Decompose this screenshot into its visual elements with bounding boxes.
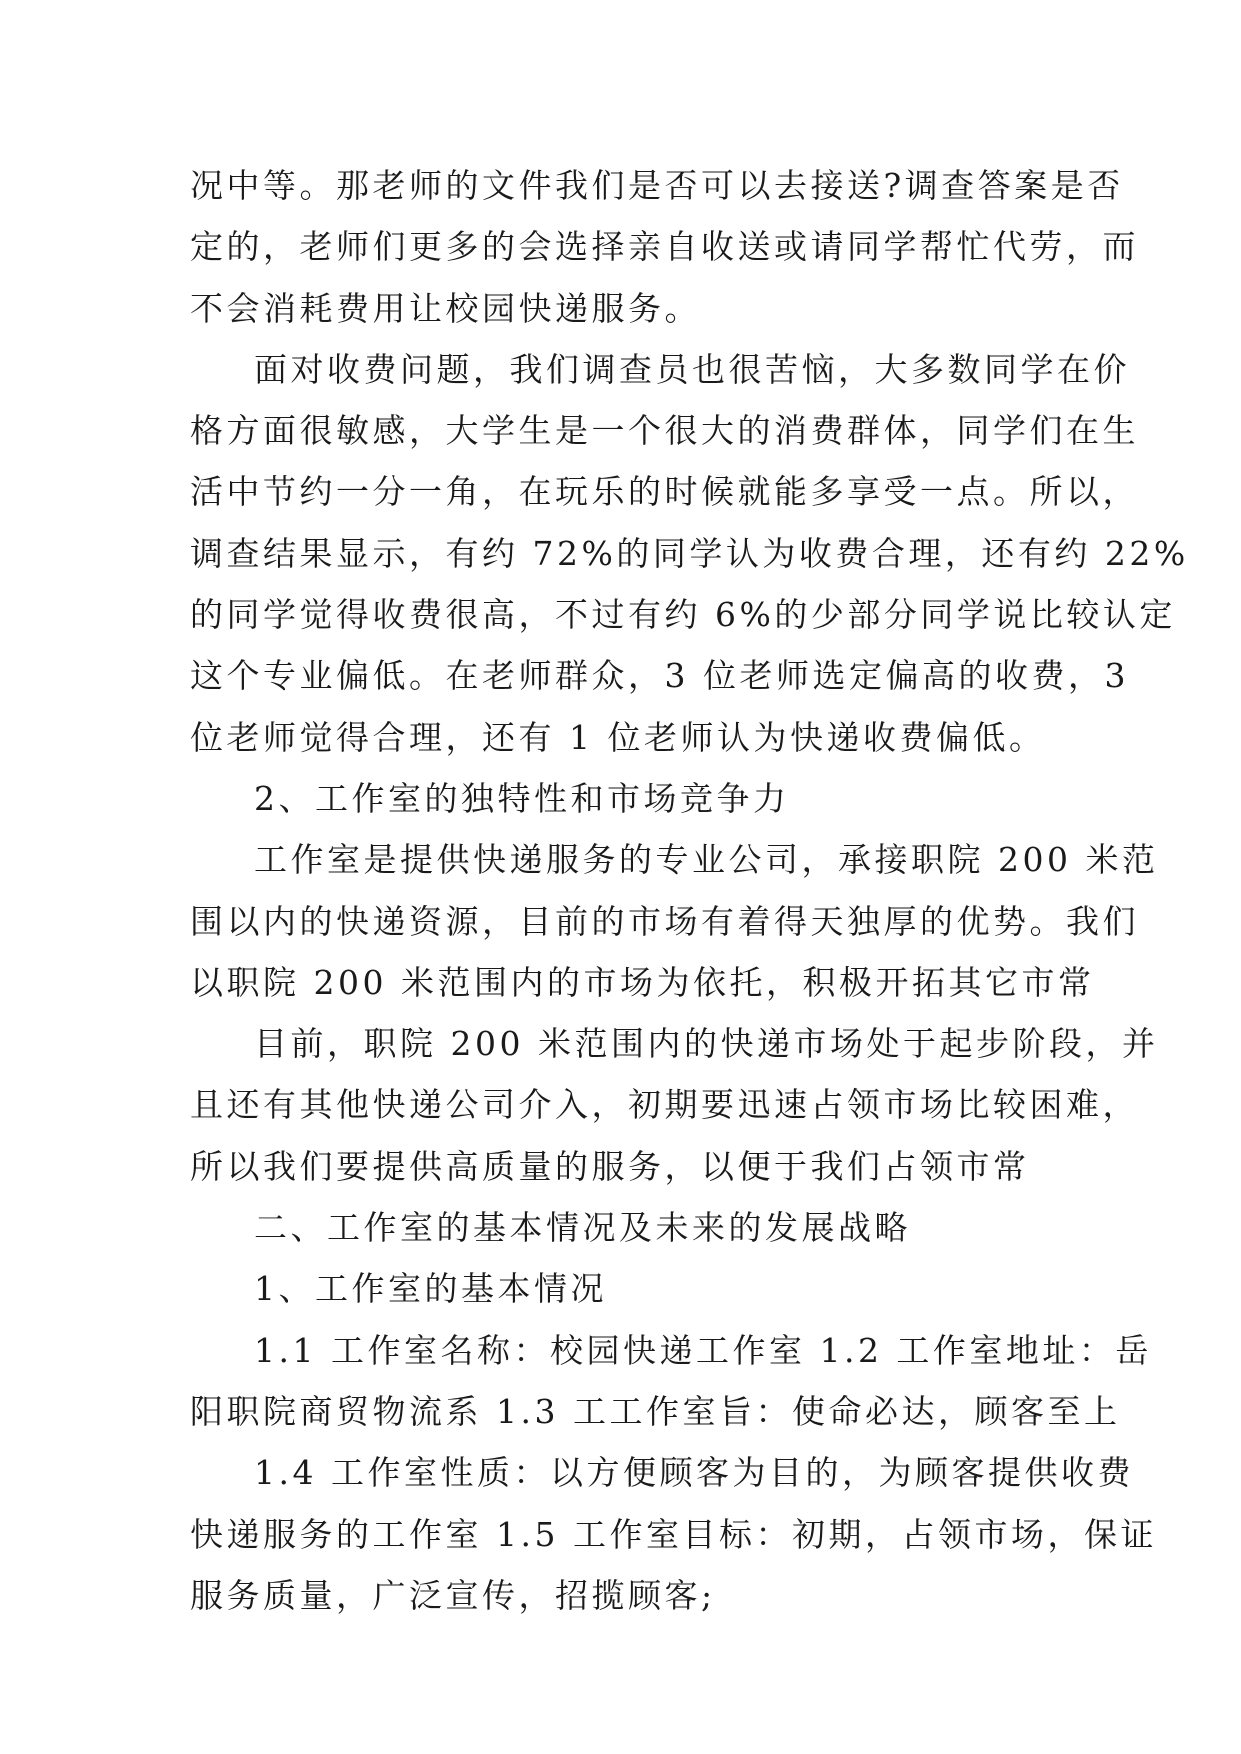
text-line: 1.1 工作室名称：校园快递工作室 1.2 工作室地址：岳 — [254, 1330, 1152, 1370]
text-line: 以职院 200 米范围内的市场为依托，积极开拓其它市常 — [190, 962, 1095, 1002]
body-text — [190, 155, 1189, 1626]
text-line: 2、工作室的独特性和市场竞争力 — [254, 778, 790, 818]
paragraph — [190, 829, 1159, 1013]
text-line: 二、工作室的基本情况及未来的发展战略 — [254, 1208, 911, 1248]
text-line: 1.4 工作室性质：以方便顾客为目的，为顾客提供收费 — [254, 1453, 1134, 1493]
text-line: 且还有其他快递公司介入，初期要迅速占领市场比较困难， — [190, 1085, 1139, 1125]
text-line: 格方面很敏感，大学生是一个很大的消费群体，同学们在生 — [190, 411, 1139, 451]
text-line: 1、工作室的基本情况 — [254, 1269, 607, 1309]
text-line: 所以我们要提供高质量的服务，以便于我们占领市常 — [190, 1146, 1030, 1186]
text-line: 况中等。那老师的文件我们是否可以去接送?调查答案是否 — [190, 166, 1124, 205]
paragraph — [190, 339, 1189, 768]
text-line: 面对收费问题，我们调查员也很苦恼，大多数同学在价 — [254, 349, 1130, 389]
text-line: 调查结果显示，有约 72%的同学认为收费合理，还有约 22% — [190, 533, 1189, 573]
paragraph — [190, 155, 1139, 339]
text-line: 这个专业偏低。在老师群众，3 位老师选定偏高的收费，3 — [190, 656, 1129, 696]
text-line: 不会消耗费用让校园快递服务。 — [190, 288, 701, 328]
paragraph — [190, 1442, 1157, 1626]
section-heading — [190, 1197, 1050, 1258]
text-line: 的同学觉得收费很高，不过有约 6%的少部分同学说比较认定 — [190, 595, 1176, 635]
text-line: 定的，老师们更多的会选择亲自收送或请同学帮忙代劳，而 — [190, 227, 1139, 267]
text-line: 活中节约一分一角，在玩乐的时候就能多享受一点。所以， — [190, 472, 1139, 512]
text-line: 位老师觉得合理，还有 1 位老师认为快递收费偏低。 — [190, 717, 1046, 757]
section-heading — [190, 1258, 1050, 1319]
paragraph — [190, 1320, 1152, 1443]
text-line: 目前，职院 200 米范围内的快递市场处于起步阶段，并 — [254, 1024, 1159, 1064]
text-line: 围以内的快递资源，目前的市场有着得天独厚的优势。我们 — [190, 901, 1139, 941]
text-line: 工作室是提供快递服务的专业公司，承接职院 200 米范 — [254, 840, 1159, 880]
text-line: 阳职院商贸物流系 1.3 工工作室旨：使命必达，顾客至上 — [190, 1391, 1121, 1431]
text-line: 服务质量，广泛宣传，招揽顾客; — [190, 1575, 716, 1615]
text-line: 快递服务的工作室 1.5 工作室目标：初期，占领市场，保证 — [190, 1514, 1157, 1554]
paragraph — [190, 1013, 1159, 1197]
section-heading — [190, 768, 1050, 829]
